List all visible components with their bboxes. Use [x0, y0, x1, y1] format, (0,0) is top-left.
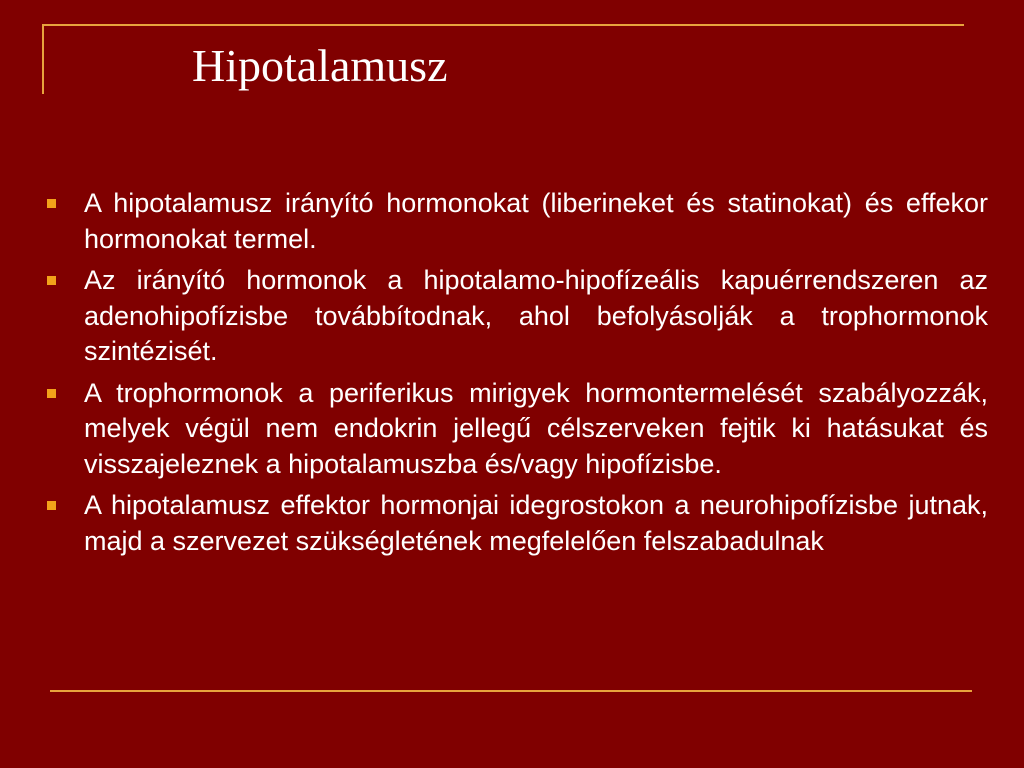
bullet-item — [44, 186, 988, 257]
bullet-text: A hipotalamusz irányító hormonokat (liberineket és statinokat) és effekor hormonokat termel. — [84, 188, 988, 254]
square-bullet-icon — [47, 199, 56, 208]
bullet-text: A hipotalamusz effektor hormonjai idegrostokon a neurohipofízisbe jutnak, majd a szervezet szükségletének megfelelően felszabadulnak — [84, 490, 988, 556]
top-accent-line — [42, 24, 964, 26]
bullet-item — [44, 488, 988, 559]
bullet-item — [44, 263, 988, 370]
bullet-text: A trophormonok a periferikus mirigyek hormontermelését szabályozzák, melyek végül nem endokrin jellegű célszerveken fejtik ki hatásukat és visszajeleznek a hipotalamuszba és/vagy hipofízisbe. — [84, 377, 988, 479]
slide-title: Hipotalamusz — [192, 40, 448, 91]
bottom-accent-line — [50, 690, 972, 692]
square-bullet-icon — [47, 276, 56, 285]
bullet-text: Az irányító hormonok a hipotalamo-hipofízeális kapuérrendszeren az adenohipofízisbe továbbítodnak, ahol befolyásolják a trophormonok szintézisét. — [84, 265, 988, 366]
square-bullet-icon — [47, 501, 56, 510]
bullet-list — [44, 186, 988, 565]
bullet-item — [44, 376, 988, 483]
square-bullet-icon — [47, 389, 56, 398]
left-accent-line — [42, 24, 44, 94]
